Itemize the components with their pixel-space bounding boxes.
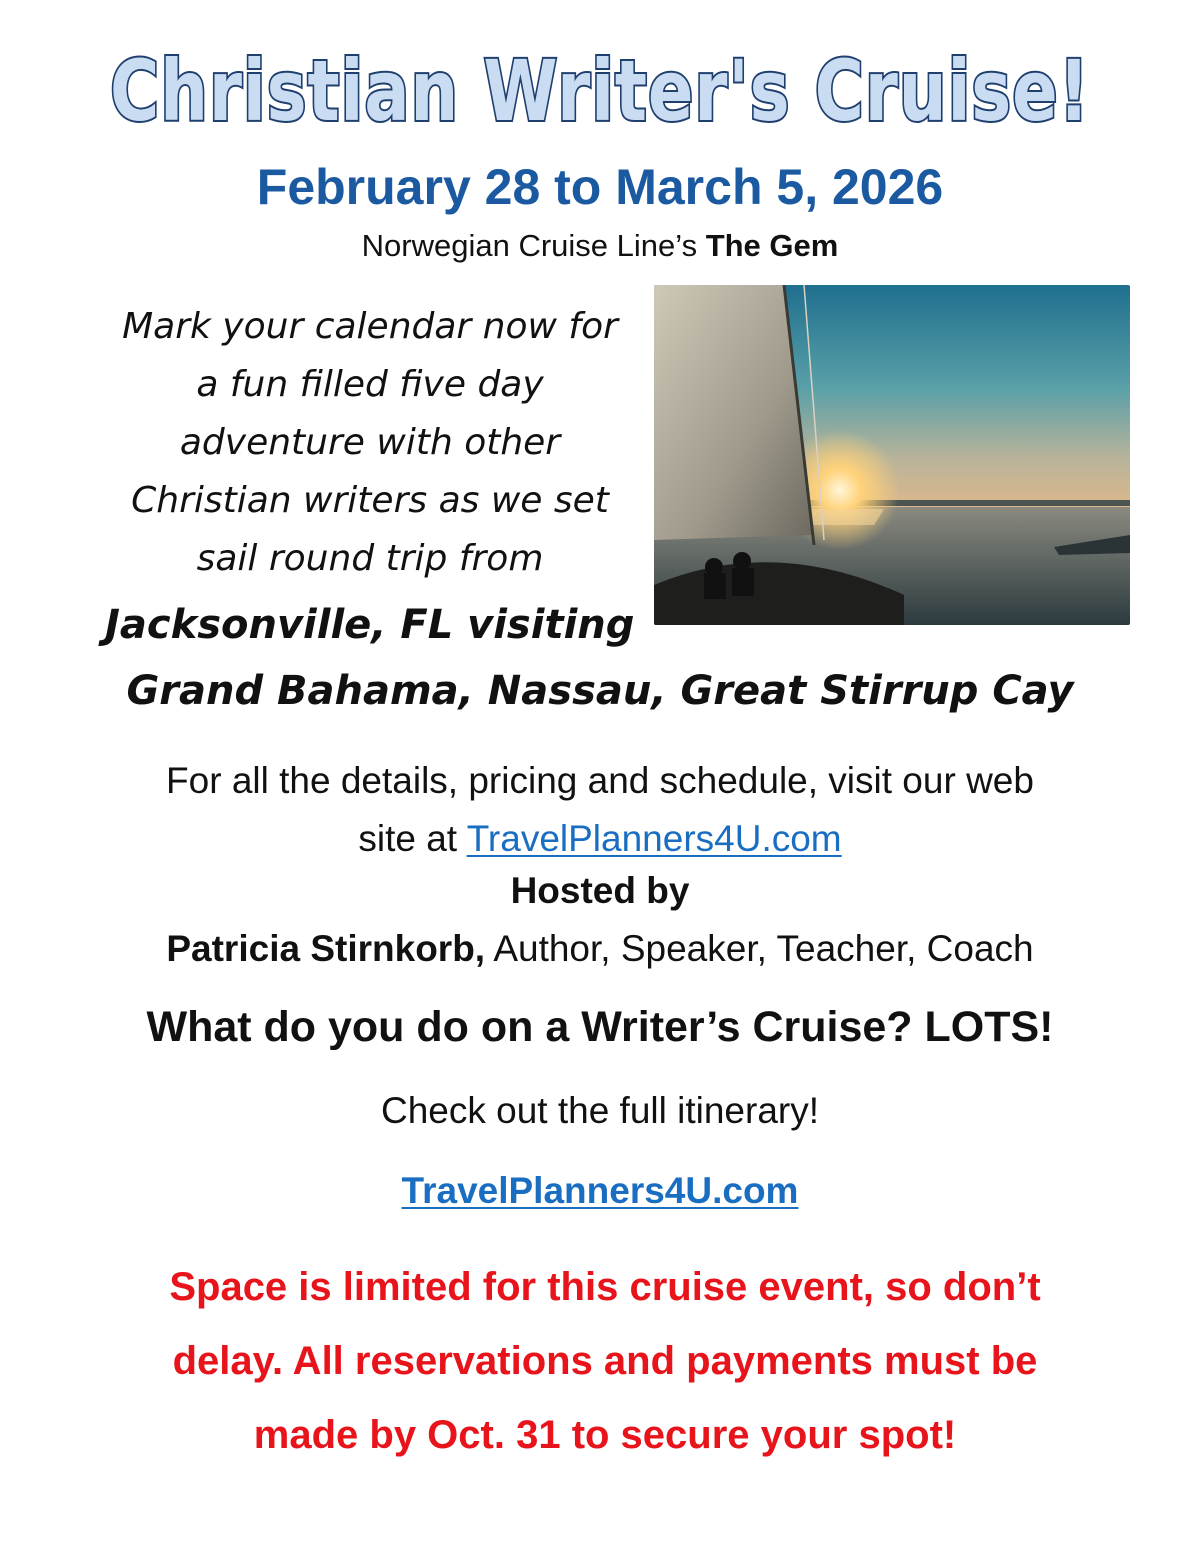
itinerary-link-wrap [0, 1170, 1200, 1212]
details-line [0, 810, 1200, 868]
itinerary-website-link[interactable]: TravelPlanners4U.com [401, 1170, 799, 1211]
website-link[interactable]: TravelPlanners4U.com [466, 818, 842, 859]
hosted-by-label: Hosted by [510, 870, 690, 911]
flyer-title [0, 28, 1200, 156]
cruise-line-name: Norwegian Cruise Line’s [361, 228, 706, 263]
warning-line: Space is limited for this cruise event, so don’t [169, 1265, 1041, 1309]
ports-of-call: Grand Bahama, Nassau, Great Stirrup Cay [126, 668, 1074, 714]
warning-line: made by Oct. 31 to secure your spot! [253, 1413, 957, 1457]
ship-line [0, 228, 1200, 264]
host-name: Patricia Stirnkorb, [166, 928, 486, 969]
host-roles: Author, Speaker, Teacher, Coach [485, 928, 1034, 969]
sailboat-sunset-photo [654, 285, 1130, 625]
details-prefix: site at [358, 818, 467, 859]
details-line: For all the details, pricing and schedule, visit our web [166, 760, 1034, 801]
host-line [0, 928, 1200, 970]
title-text: Christian Writer's Cruise! [110, 42, 1090, 140]
details-paragraph [0, 752, 1200, 868]
question-heading: What do you do on a Writer’s Cruise? LOTS! [146, 1003, 1054, 1051]
warning-line: delay. All reservations and payments must be [172, 1339, 1038, 1383]
intro-paragraph [90, 298, 650, 588]
intro-line: Christian writers as we set [131, 480, 609, 521]
cruise-dates: February 28 to March 5, 2026 [256, 159, 944, 215]
intro-line: sail round trip from [196, 538, 544, 579]
itinerary-callout: Check out the full itinerary! [380, 1090, 820, 1131]
departure-port: Jacksonville, FL visiting [105, 602, 635, 648]
intro-line: adventure with other [179, 422, 561, 463]
intro-line: Mark your calendar now for [122, 306, 618, 347]
intro-line: a fun filled five day [196, 364, 544, 405]
deadline-warning [100, 1250, 1110, 1472]
ship-name: The Gem [705, 228, 839, 263]
